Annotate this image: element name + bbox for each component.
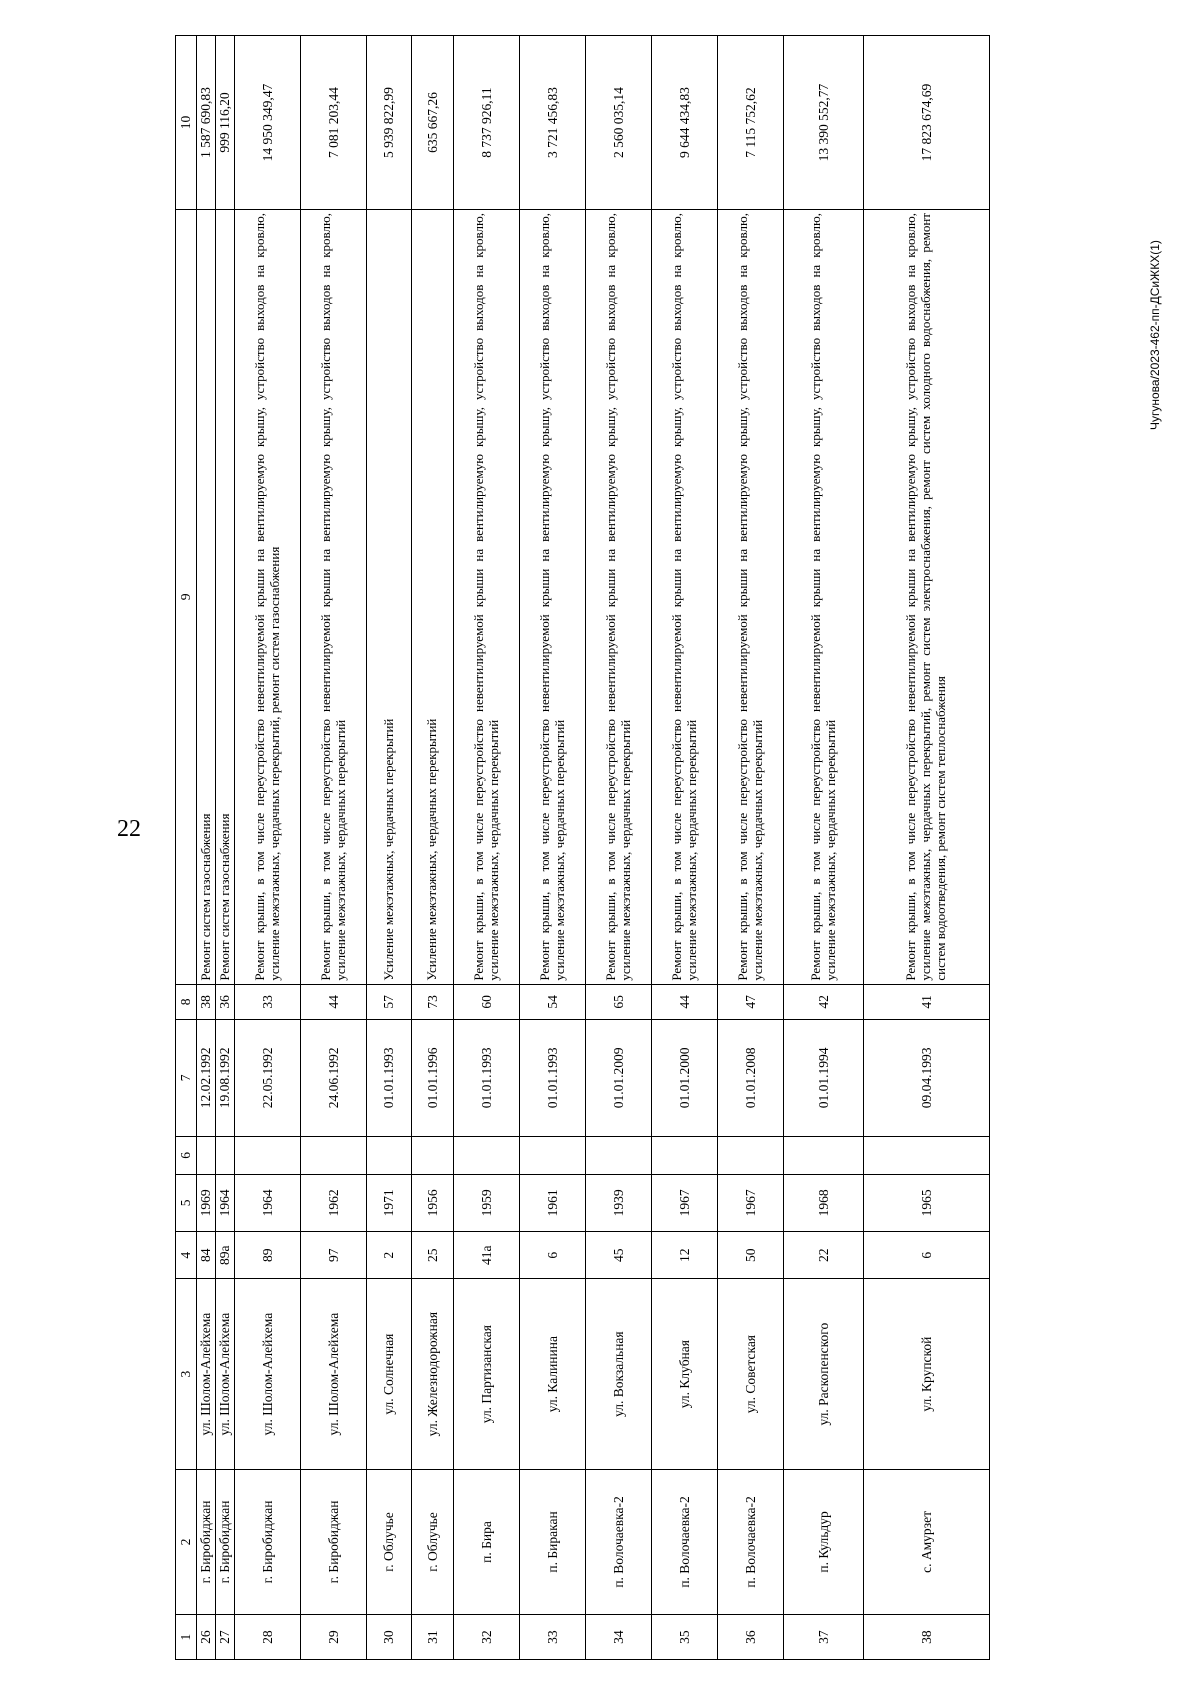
date-cell: 01.01.2000 (652, 1019, 718, 1136)
column-8-cell: 33 (235, 984, 301, 1019)
work-description-cell: Ремонт крыши, в том числе переустройство невентилируемой крыши на вентилируемую крышу, устройство выходов на кровлю, усиление межэтажных, чердачных перекрытий (454, 210, 520, 985)
column-6-cell (301, 1136, 367, 1174)
table-row (586, 36, 652, 1660)
column-6-cell (784, 1136, 864, 1174)
cost-cell: 7 115 752,62 (718, 36, 784, 210)
column-8-cell: 65 (586, 984, 652, 1019)
date-cell: 24.06.1992 (301, 1019, 367, 1136)
locality-cell: п. Волочаевка-2 (652, 1469, 718, 1614)
cost-cell: 17 823 674,69 (864, 36, 990, 210)
date-cell: 01.01.2008 (718, 1019, 784, 1136)
work-description-cell: Ремонт крыши, в том числе переустройство невентилируемой крыши на вентилируемую крышу, устройство выходов на кровлю, усиление межэтажных, чердачных перекрытий (520, 210, 586, 985)
house-number-cell: 6 (864, 1231, 990, 1279)
build-year-cell: 1967 (652, 1174, 718, 1231)
street-cell: ул. Шолом-Алейхема (301, 1279, 367, 1469)
row-number: 36 (718, 1615, 784, 1660)
locality-cell: г. Биробиджан (235, 1469, 301, 1614)
column-8-cell: 60 (454, 984, 520, 1019)
cost-cell: 1 587 690,83 (197, 36, 216, 210)
cost-cell: 5 939 822,99 (367, 36, 412, 210)
work-description-cell: Ремонт крыши, в том числе переустройство невентилируемой крыши на вентилируемую крышу, устройство выходов на кровлю, усиление межэтажных, чердачных перекрытий, ремонт систем газоснабжения (235, 210, 301, 985)
row-number: 34 (586, 1615, 652, 1660)
street-cell: ул. Калинина (520, 1279, 586, 1469)
work-description-cell: Ремонт систем газоснабжения (197, 210, 216, 985)
column-6-cell (520, 1136, 586, 1174)
work-description-cell: Ремонт крыши, в том числе переустройство невентилируемой крыши на вентилируемую крышу, устройство выходов на кровлю, усиление межэтажных, чердачных перекрытий, ремонт систем электроснабжения, ремонт систем холодного водоснабжения, ремонт систем водоотведения, ремонт систем теплоснабжения (864, 210, 990, 985)
build-year-cell: 1969 (197, 1174, 216, 1231)
street-cell: ул. Солнечная (367, 1279, 412, 1469)
date-cell: 01.01.1993 (367, 1019, 412, 1136)
cost-cell: 635 667,26 (412, 36, 454, 210)
house-number-cell: 97 (301, 1231, 367, 1279)
street-cell: ул. Шолом-Алейхема (197, 1279, 216, 1469)
column-header: 4 (176, 1231, 197, 1279)
column-8-cell: 47 (718, 984, 784, 1019)
table-row (412, 36, 454, 1660)
row-number: 26 (197, 1615, 216, 1660)
date-cell: 01.01.1993 (520, 1019, 586, 1136)
build-year-cell: 1939 (586, 1174, 652, 1231)
table-row (718, 36, 784, 1660)
street-cell: ул. Крупской (864, 1279, 990, 1469)
column-6-cell (412, 1136, 454, 1174)
date-cell: 22.05.1992 (235, 1019, 301, 1136)
column-8-cell: 36 (216, 984, 235, 1019)
column-header: 3 (176, 1279, 197, 1469)
work-description-cell: Ремонт систем газоснабжения (216, 210, 235, 985)
build-year-cell: 1967 (718, 1174, 784, 1231)
column-6-cell (454, 1136, 520, 1174)
work-description-cell: Ремонт крыши, в том числе переустройство невентилируемой крыши на вентилируемую крышу, устройство выходов на кровлю, усиление межэтажных, чердачных перекрытий (301, 210, 367, 985)
work-description-cell: Усиление межэтажных, чердачных перекрытий (367, 210, 412, 985)
column-6-cell (864, 1136, 990, 1174)
locality-cell: г. Биробиджан (197, 1469, 216, 1614)
column-8-cell: 44 (301, 984, 367, 1019)
column-6-cell (718, 1136, 784, 1174)
street-cell: ул. Вокзальная (586, 1279, 652, 1469)
street-cell: ул. Клубная (652, 1279, 718, 1469)
table-row (197, 36, 216, 1660)
column-header: 5 (176, 1174, 197, 1231)
locality-cell: п. Кульдур (784, 1469, 864, 1614)
row-number: 37 (784, 1615, 864, 1660)
table-row (784, 36, 864, 1660)
column-header: 8 (176, 984, 197, 1019)
cost-cell: 2 560 035,14 (586, 36, 652, 210)
document-code: Чугунова/2023-462-пп-ДСиЖКХ(1) (1148, 240, 1162, 430)
column-8-cell: 38 (197, 984, 216, 1019)
house-number-cell: 25 (412, 1231, 454, 1279)
locality-cell: г. Облучье (367, 1469, 412, 1614)
build-year-cell: 1968 (784, 1174, 864, 1231)
column-8-cell: 54 (520, 984, 586, 1019)
row-number: 35 (652, 1615, 718, 1660)
table-row (235, 36, 301, 1660)
column-6-cell (197, 1136, 216, 1174)
locality-cell: п. Волочаевка-2 (586, 1469, 652, 1614)
house-number-cell: 12 (652, 1231, 718, 1279)
build-year-cell: 1961 (520, 1174, 586, 1231)
date-cell: 12.02.1992 (197, 1019, 216, 1136)
column-8-cell: 57 (367, 984, 412, 1019)
house-number-cell: 41а (454, 1231, 520, 1279)
date-cell: 01.01.2009 (586, 1019, 652, 1136)
cost-cell: 7 081 203,44 (301, 36, 367, 210)
row-number: 33 (520, 1615, 586, 1660)
cost-cell: 9 644 434,83 (652, 36, 718, 210)
locality-cell: г. Биробиджан (216, 1469, 235, 1614)
locality-cell: п. Бира (454, 1469, 520, 1614)
work-description-cell: Ремонт крыши, в том числе переустройство невентилируемой крыши на вентилируемую крышу, устройство выходов на кровлю, усиление межэтажных, чердачных перекрытий (652, 210, 718, 985)
registry-table-container (175, 35, 990, 1660)
table-row (367, 36, 412, 1660)
build-year-cell: 1964 (235, 1174, 301, 1231)
work-description-cell: Ремонт крыши, в том числе переустройство невентилируемой крыши на вентилируемую крышу, устройство выходов на кровлю, усиление межэтажных, чердачных перекрытий (784, 210, 864, 985)
street-cell: ул. Партизанская (454, 1279, 520, 1469)
cost-cell: 8 737 926,11 (454, 36, 520, 210)
house-number-cell: 22 (784, 1231, 864, 1279)
table-row (652, 36, 718, 1660)
column-header: 9 (176, 210, 197, 985)
column-8-cell: 73 (412, 984, 454, 1019)
table-row (520, 36, 586, 1660)
row-number: 31 (412, 1615, 454, 1660)
locality-cell: г. Биробиджан (301, 1469, 367, 1614)
street-cell: ул. Раскопенского (784, 1279, 864, 1469)
locality-cell: п. Волочаевка-2 (718, 1469, 784, 1614)
row-number: 28 (235, 1615, 301, 1660)
row-number: 38 (864, 1615, 990, 1660)
build-year-cell: 1965 (864, 1174, 990, 1231)
cost-cell: 13 390 552,77 (784, 36, 864, 210)
column-header: 7 (176, 1019, 197, 1136)
page-number: 22 (117, 816, 141, 842)
date-cell: 19.08.1992 (216, 1019, 235, 1136)
row-number: 29 (301, 1615, 367, 1660)
date-cell: 01.01.1993 (454, 1019, 520, 1136)
header-row (176, 36, 197, 1660)
street-cell: ул. Шолом-Алейхема (216, 1279, 235, 1469)
house-number-cell: 84 (197, 1231, 216, 1279)
build-year-cell: 1964 (216, 1174, 235, 1231)
table-row (216, 36, 235, 1660)
locality-cell: п. Биракан (520, 1469, 586, 1614)
work-description-cell: Ремонт крыши, в том числе переустройство невентилируемой крыши на вентилируемую крышу, устройство выходов на кровлю, усиление межэтажных, чердачных перекрытий (586, 210, 652, 985)
row-number: 27 (216, 1615, 235, 1660)
column-6-cell (235, 1136, 301, 1174)
table-row (864, 36, 990, 1660)
table-row (454, 36, 520, 1660)
cost-cell: 14 950 349,47 (235, 36, 301, 210)
column-6-cell (652, 1136, 718, 1174)
column-header: 2 (176, 1469, 197, 1614)
column-6-cell (216, 1136, 235, 1174)
date-cell: 09.04.1993 (864, 1019, 990, 1136)
date-cell: 01.01.1996 (412, 1019, 454, 1136)
table-row (301, 36, 367, 1660)
build-year-cell: 1962 (301, 1174, 367, 1231)
row-number: 32 (454, 1615, 520, 1660)
house-number-cell: 89а (216, 1231, 235, 1279)
street-cell: ул. Шолом-Алейхема (235, 1279, 301, 1469)
column-6-cell (586, 1136, 652, 1174)
row-number: 30 (367, 1615, 412, 1660)
build-year-cell: 1956 (412, 1174, 454, 1231)
house-number-cell: 2 (367, 1231, 412, 1279)
column-header: 10 (176, 36, 197, 210)
street-cell: ул. Железнодорожная (412, 1279, 454, 1469)
column-8-cell: 44 (652, 984, 718, 1019)
column-8-cell: 42 (784, 984, 864, 1019)
street-cell: ул. Советская (718, 1279, 784, 1469)
registry-table (175, 35, 990, 1660)
date-cell: 01.01.1994 (784, 1019, 864, 1136)
column-header: 1 (176, 1615, 197, 1660)
cost-cell: 3 721 456,83 (520, 36, 586, 210)
house-number-cell: 6 (520, 1231, 586, 1279)
column-6-cell (367, 1136, 412, 1174)
work-description-cell: Усиление межэтажных, чердачных перекрытий (412, 210, 454, 985)
column-8-cell: 41 (864, 984, 990, 1019)
locality-cell: г. Облучье (412, 1469, 454, 1614)
house-number-cell: 89 (235, 1231, 301, 1279)
cost-cell: 999 116,20 (216, 36, 235, 210)
locality-cell: с. Амурзет (864, 1469, 990, 1614)
build-year-cell: 1959 (454, 1174, 520, 1231)
house-number-cell: 45 (586, 1231, 652, 1279)
work-description-cell: Ремонт крыши, в том числе переустройство невентилируемой крыши на вентилируемую крышу, устройство выходов на кровлю, усиление межэтажных, чердачных перекрытий (718, 210, 784, 985)
column-header: 6 (176, 1136, 197, 1174)
house-number-cell: 50 (718, 1231, 784, 1279)
build-year-cell: 1971 (367, 1174, 412, 1231)
